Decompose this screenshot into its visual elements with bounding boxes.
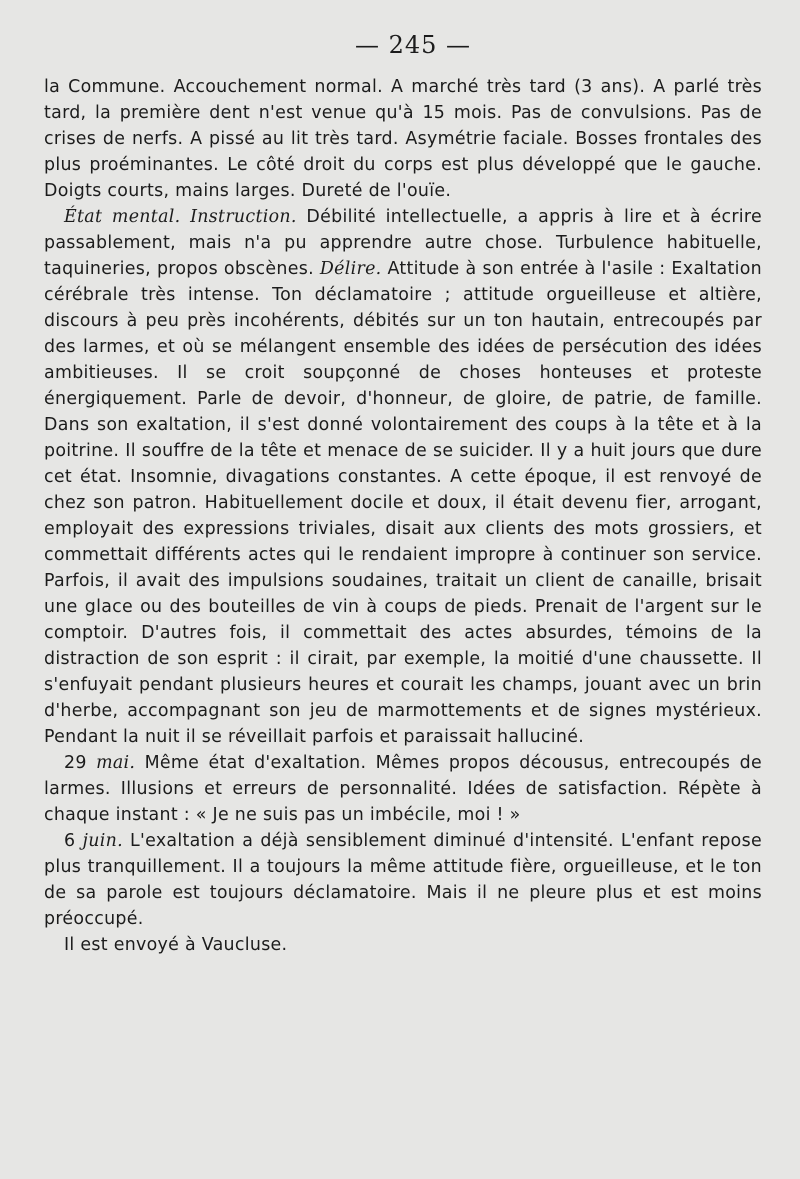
date-month: mai. xyxy=(96,753,136,773)
date-day: 6 xyxy=(64,831,83,851)
paragraph-6-juin xyxy=(44,828,762,932)
instruction-heading: Instruction. xyxy=(190,207,297,227)
entry-text: L'exaltation a déjà sensiblement diminué d'intensité. L'enfant repose plus tranquillement. Il a toujours la même attitude fière, orgueilleuse, et le ton de sa parole est toujours déclamatoire. Mais il ne pleure plus et est moins préoccupé. xyxy=(44,831,762,929)
delire-heading: Délire. xyxy=(319,259,382,279)
paragraph-29-mai xyxy=(44,750,762,828)
date-day: 29 xyxy=(64,753,97,773)
paragraph-history xyxy=(44,74,762,204)
instruction-text: Débilité intellectuelle, a appris à lire et à écrire passablement, mais n'a pu apprendre autre chose. Turbulence habituelle, taquineries, propos obscènes. xyxy=(44,207,763,279)
paragraph-vaucluse xyxy=(44,932,762,958)
entry-text: Même état d'exaltation. Mêmes propos décousus, entrecoupés de larmes. Illusions et erreurs de personnalité. Idées de satisfaction. Répète à chaque instant : « Je ne suis pas un imbécile, moi ! » xyxy=(44,753,762,825)
body-text xyxy=(44,74,762,958)
date-month: juin. xyxy=(82,831,123,851)
closing-text: Il est envoyé à Vaucluse. xyxy=(64,935,288,955)
etat-mental-heading: État mental. xyxy=(64,207,181,227)
separator xyxy=(180,207,190,227)
page-number: — 245 — xyxy=(354,31,472,59)
delire-text: Attitude à son entrée à l'asile : Exaltation cérébrale très intense. Ton déclamatoire ; attitude orgueilleuse et altière, discours à peu près incohérents, débités sur un ton hautain, entrecoupés par des larmes, et où se mélangent ensemble des idées de persécution des idées ambitieuses. Il se croit soupçonné de choses honteuses et proteste énergiquement. Parle de devoir, d'honneur, de gloire, de patrie, de famille. Dans son exaltation, il s'est donné volontairement des coups à la tête et à la poitrine. Il souffre de la tête et menace de se suicider. Il y a huit jours que dure cet état. Insomnie, divagations constantes. A cette époque, il est renvoyé de chez son patron. Habituellement docile et doux, il était devenu fier, arrogant, employait des expressions triviales, disait aux clients des mots grossiers, et commettait différents actes qui le rendaient impropre à continuer son service. Parfois, il avait des impulsions soudaines, traitait un client de canaille, brisait une glace ou des bouteilles de vin à coups de pieds. Prenait de l'argent sur le comptoir. D'autres fois, il commettait des actes absurdes, témoins de la distraction de son esprit : il cirait, par exemple, la moitié d'une chaussette. Il s'enfuyait pendant plusieurs heures et courait les champs, jouant avec un brin d'herbe, accompagnant son jeu de marmottements et de signes mystérieux. Pendant la nuit il se réveillait parfois et paraissait halluciné. xyxy=(44,259,762,747)
paragraph-etat-mental xyxy=(44,204,762,750)
history-text: la Commune. Accouchement normal. A marché très tard (3 ans). A parlé très tard, la première dent n'est venue qu'à 15 mois. Pas de convulsions. Pas de crises de nerfs. A pissé au lit très tard. Asymétrie faciale. Bosses frontales des plus proéminantes. Le côté droit du corps est plus développé que le gauche. Doigts courts, mains larges. Dureté de l'ouïe. xyxy=(44,77,762,201)
